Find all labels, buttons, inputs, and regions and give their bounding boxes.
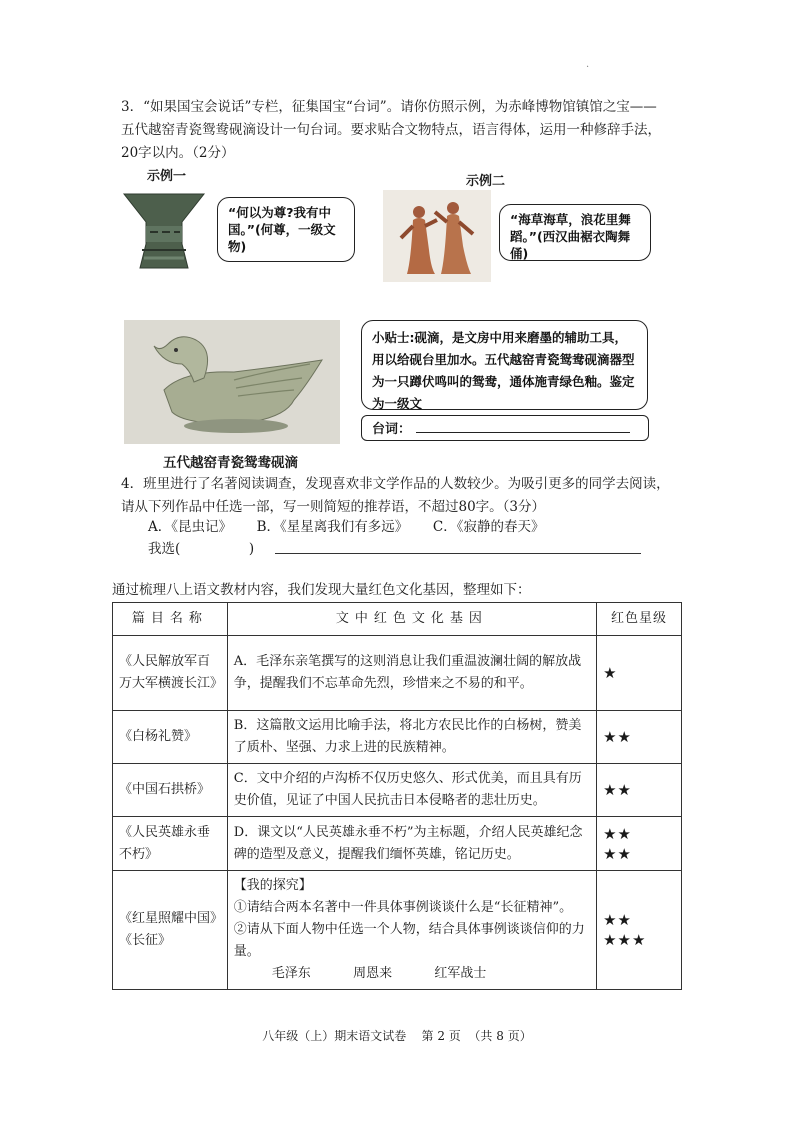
row-content: B．这篇散文运用比喻手法，将北方农民比作的白杨树，赞美了质朴、坚强、力求上进的民族精神。 <box>227 711 596 764</box>
exploration-content <box>227 871 596 990</box>
question-3 <box>121 96 681 165</box>
row-title: 《人民解放军百万大军横渡长江》 <box>113 636 228 711</box>
row-stars: ★★ ★★★ <box>597 871 682 990</box>
question-3-line-2: 五代越窑青瓷鸳鸯砚滴设计一句台词。要求贴合文物特点，语言得体，运用一种修辞手法， <box>121 122 661 138</box>
table-row <box>113 817 682 871</box>
person-option: 红军战士 <box>434 966 487 981</box>
water-dropper-caption: 五代越窑青瓷鸳鸯砚滴 <box>163 455 298 471</box>
row-content: D．课文以“人民英雄永垂不朽”为主标题，介绍人民英雄纪念碑的造型及意义，提醒我们缅怀英雄，铭记历史。 <box>227 817 596 871</box>
line-answer-box <box>361 415 649 441</box>
header-title: 篇目名称 <box>113 603 228 636</box>
option-a[interactable]: A．《昆虫记》 <box>148 519 232 535</box>
red-culture-table <box>112 602 682 990</box>
question-4-line-2: 请从下列作品中任选一部，写一则简短的推荐语，不超过80字。（3分） <box>121 499 546 515</box>
table-row <box>113 711 682 764</box>
example-2-bubble: “海草海草，浪花里舞蹈。”(西汉曲裾衣陶舞俑) <box>499 204 651 261</box>
dancing-figurines-image <box>383 190 491 282</box>
page-footer: 八年级（上）期末语文试卷 第 2 页 （共 8 页） <box>262 1029 532 1043</box>
choice-label <box>148 538 254 561</box>
he-zun-vessel-image <box>120 188 208 274</box>
line-label: 台词： <box>372 422 412 437</box>
row-stars: ★★ <box>597 764 682 817</box>
row-stars: ★★ <box>597 711 682 764</box>
exploration-item-2: ②请从下面人物中任选一个人物，结合具体事例谈谈信仰的力量。 <box>233 922 585 959</box>
example-1-bubble: “何以为尊?我有中国。”(何尊，一级文物) <box>217 197 355 262</box>
row-stars: ★★ ★★ <box>597 817 682 871</box>
yuan-yang-water-dropper-image <box>124 320 340 444</box>
example-2-label: 示例二 <box>466 174 506 189</box>
option-b[interactable]: B．《星星离我们有多远》 <box>256 519 409 535</box>
question-3-line-1: 3．“如果国宝会说话”专栏，征集国宝“台词”。请你仿照示例，为赤峰博物馆镇馆之宝—— <box>121 99 657 115</box>
row-title: 《红星照耀中国》 《长征》 <box>113 871 228 990</box>
choice-prefix: 我选( <box>148 541 181 557</box>
tips-box: 小贴士:砚滴，是文房中用来磨墨的辅助工具，用以给砚台里加水。五代越窑青瓷鸳鸯砚滴器型为一只蹲伏鸣叫的鸳鸯，通体施青绿色釉。鉴定为一级文 <box>361 320 648 410</box>
row-stars: ★ <box>597 636 682 711</box>
person-option: 周恩来 <box>353 966 393 981</box>
row-content: A．毛泽东亲笔撰写的这则消息让我们重温波澜壮阔的解放战争，提醒我们不忘革命先烈，珍惜来之不易的和平。 <box>227 636 596 711</box>
row-title: 《人民英雄永垂不朽》 <box>113 817 228 871</box>
exploration-item-1: ①请结合两本名著中一件具体事例谈谈什么是“长征精神”。 <box>233 900 573 915</box>
exploration-heading: 【我的探究】 <box>233 878 312 893</box>
row-content: C．文中介绍的卢沟桥不仅历史悠久、形式优美，而且具有历史价值，见证了中国人民抗击日本侵略者的悲壮历史。 <box>227 764 596 817</box>
example-1-label: 示例一 <box>147 169 187 184</box>
person-option: 毛泽东 <box>271 966 311 981</box>
page-marker: · <box>586 62 590 73</box>
red-culture-intro: 通过梳理八上语文教材内容，我们发现大量红色文化基因，整理如下： <box>112 582 531 598</box>
row-title: 《中国石拱桥》 <box>113 764 228 817</box>
recommendation-answer-line[interactable] <box>275 553 641 554</box>
people-list <box>234 963 590 985</box>
table-header-row <box>113 603 682 636</box>
table-row <box>113 764 682 817</box>
table-row-exploration <box>113 871 682 990</box>
question-3-line-3: 20字以内。（2分） <box>121 145 235 161</box>
question-4-options <box>148 516 544 539</box>
row-title: 《白杨礼赞》 <box>113 711 228 764</box>
question-4 <box>121 473 681 519</box>
option-c[interactable]: C．《寂静的春天》 <box>432 519 545 535</box>
table-row <box>113 636 682 711</box>
question-4-line-1: 4．班里进行了名著阅读调查，发现喜欢非文学作品的人数较少。为吸引更多的同学去阅读， <box>121 476 670 492</box>
choice-suffix: ) <box>248 541 255 557</box>
header-content: 文中红色文化基因 <box>227 603 596 636</box>
header-stars: 红色星级 <box>597 603 682 636</box>
line-answer-blank[interactable] <box>416 432 630 433</box>
